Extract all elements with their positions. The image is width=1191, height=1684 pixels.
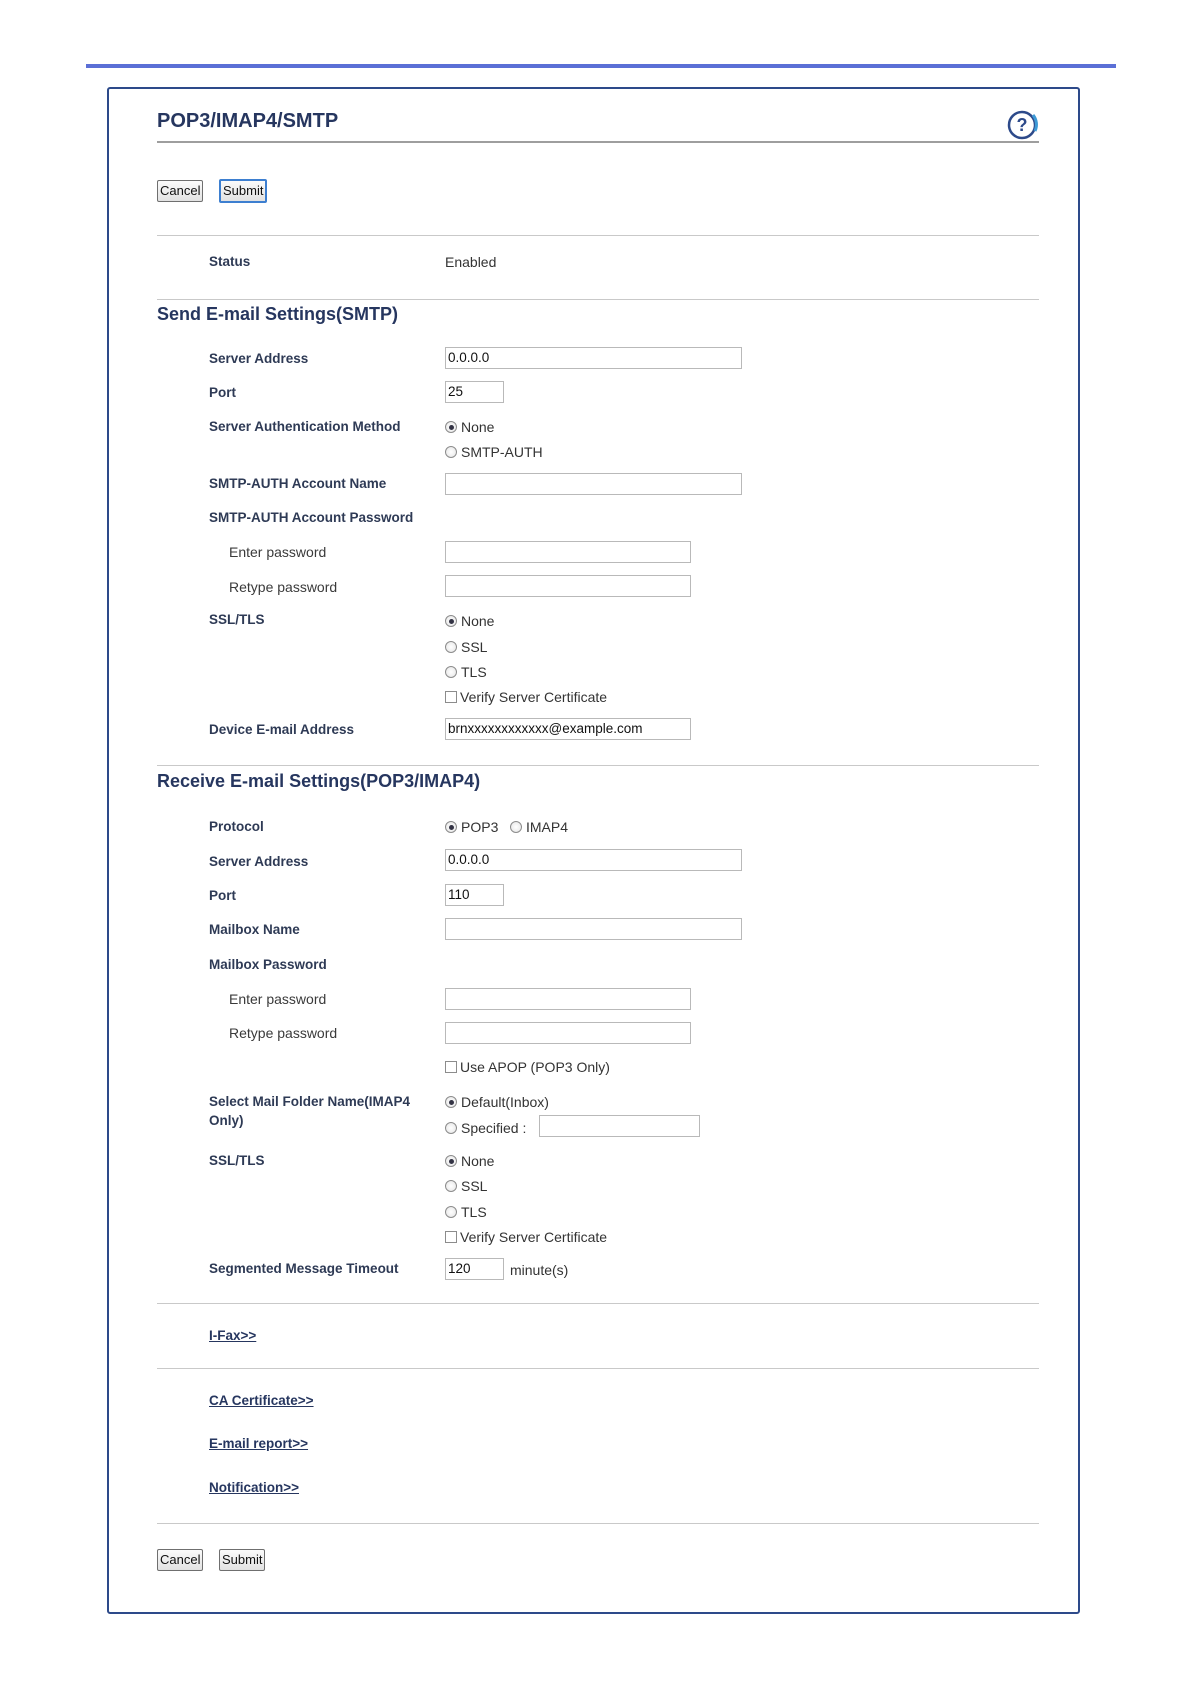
radio-selected-icon <box>445 421 457 433</box>
smtp-auth-method-label: Server Authentication Method <box>209 419 401 434</box>
radio-icon <box>445 1180 457 1192</box>
pop-retype-password-label: Retype password <box>229 1025 338 1041</box>
apop-checkbox[interactable]: Use APOP (POP3 Only) <box>445 1059 610 1075</box>
smtp-auth-smtpauth-radio[interactable]: SMTP-AUTH <box>445 444 543 460</box>
timeout-label: Segmented Message Timeout <box>209 1261 399 1276</box>
pop-port-label: Port <box>209 888 236 903</box>
radio-icon <box>445 666 457 678</box>
device-email-label: Device E-mail Address <box>209 722 355 737</box>
pop-enter-password-input[interactable] <box>445 988 691 1010</box>
smtp-ssl-tls-radio[interactable]: TLS <box>445 664 487 680</box>
smtp-enter-password-input[interactable] <box>445 541 691 563</box>
folder-default-radio[interactable]: Default(Inbox) <box>445 1094 549 1110</box>
pop-server-address-input[interactable]: 0.0.0.0 <box>445 849 742 871</box>
smtp-verify-cert-checkbox[interactable]: Verify Server Certificate <box>445 689 607 705</box>
smtp-ssl-ssl-radio[interactable]: SSL <box>445 639 487 655</box>
divider <box>157 235 1039 236</box>
radio-selected-icon <box>445 821 457 833</box>
help-icon[interactable] <box>1006 109 1040 141</box>
smtp-retype-password-label: Retype password <box>229 579 338 595</box>
settings-panel <box>107 87 1080 1614</box>
radio-icon <box>445 446 457 458</box>
timeout-unit: minute(s) <box>510 1262 569 1278</box>
divider <box>157 1368 1039 1369</box>
pop-enter-password-label: Enter password <box>229 991 327 1007</box>
divider <box>157 765 1039 766</box>
mailbox-name-label: Mailbox Name <box>209 922 300 937</box>
radio-icon <box>445 641 457 653</box>
smtp-ssl-none-radio[interactable]: None <box>445 613 494 629</box>
smtp-enter-password-label: Enter password <box>229 544 327 560</box>
checkbox-icon <box>445 1061 457 1073</box>
folder-label-continued: Only) <box>209 1113 244 1128</box>
mailbox-password-label: Mailbox Password <box>209 957 327 972</box>
pop-section-title: Receive E-mail Settings(POP3/IMAP4) <box>157 771 481 791</box>
smtp-server-address-label: Server Address <box>209 351 309 366</box>
protocol-label: Protocol <box>209 819 264 834</box>
notification-link[interactable]: Notification>> <box>209 1480 300 1495</box>
folder-label: Select Mail Folder Name(IMAP4 <box>209 1094 411 1109</box>
ca-certificate-link[interactable]: CA Certificate>> <box>209 1393 314 1408</box>
pop-retype-password-input[interactable] <box>445 1022 691 1044</box>
radio-icon <box>445 1122 457 1134</box>
device-email-input[interactable]: brnxxxxxxxxxxxx@example.com <box>445 718 691 740</box>
pop-server-address-label: Server Address <box>209 854 309 869</box>
title-divider <box>157 141 1039 143</box>
smtp-server-address-input[interactable]: 0.0.0.0 <box>445 347 742 369</box>
smtp-port-label: Port <box>209 385 236 400</box>
status-label: Status <box>209 254 251 269</box>
protocol-imap4-radio[interactable]: IMAP4 <box>510 819 568 835</box>
radio-selected-icon <box>445 1096 457 1108</box>
pop-ssl-tls-radio[interactable]: TLS <box>445 1204 487 1220</box>
folder-specified-input[interactable] <box>539 1115 700 1137</box>
pop-ssl-ssl-radio[interactable]: SSL <box>445 1178 487 1194</box>
pop-ssl-label: SSL/TLS <box>209 1153 265 1168</box>
checkbox-icon <box>445 1231 457 1243</box>
protocol-pop3-radio[interactable]: POP3 <box>445 819 498 835</box>
submit-button-top[interactable]: Submit <box>219 179 267 203</box>
top-accent-rule <box>86 64 1116 68</box>
cancel-button-top[interactable]: Cancel <box>157 180 203 202</box>
timeout-input[interactable]: 120 <box>445 1258 504 1280</box>
pop-port-input[interactable]: 110 <box>445 884 504 906</box>
smtp-retype-password-input[interactable] <box>445 575 691 597</box>
smtp-account-name-input[interactable] <box>445 473 742 495</box>
smtp-port-input[interactable]: 25 <box>445 381 504 403</box>
mailbox-name-input[interactable] <box>445 918 742 940</box>
smtp-auth-none-radio[interactable]: None <box>445 419 494 435</box>
status-value: Enabled <box>445 254 497 270</box>
radio-selected-icon <box>445 615 457 627</box>
radio-icon <box>445 1206 457 1218</box>
folder-specified-radio[interactable]: Specified : <box>445 1120 526 1136</box>
email-report-link[interactable]: E-mail report>> <box>209 1436 309 1451</box>
divider <box>157 299 1039 300</box>
submit-button-bottom[interactable]: Submit <box>219 1549 265 1571</box>
svg-text:?: ? <box>1016 115 1028 135</box>
smtp-account-name-label: SMTP-AUTH Account Name <box>209 476 387 491</box>
divider <box>157 1303 1039 1304</box>
smtp-account-password-label: SMTP-AUTH Account Password <box>209 510 414 525</box>
pop-ssl-none-radio[interactable]: None <box>445 1153 494 1169</box>
pop-verify-cert-checkbox[interactable]: Verify Server Certificate <box>445 1229 607 1245</box>
smtp-ssl-label: SSL/TLS <box>209 612 265 627</box>
divider <box>157 1523 1039 1524</box>
page-title: POP3/IMAP4/SMTP <box>157 110 339 132</box>
radio-icon <box>510 821 522 833</box>
checkbox-icon <box>445 691 457 703</box>
ifax-link[interactable]: I-Fax>> <box>209 1328 257 1343</box>
radio-selected-icon <box>445 1155 457 1167</box>
cancel-button-bottom[interactable]: Cancel <box>157 1549 203 1571</box>
smtp-section-title: Send E-mail Settings(SMTP) <box>157 304 399 324</box>
